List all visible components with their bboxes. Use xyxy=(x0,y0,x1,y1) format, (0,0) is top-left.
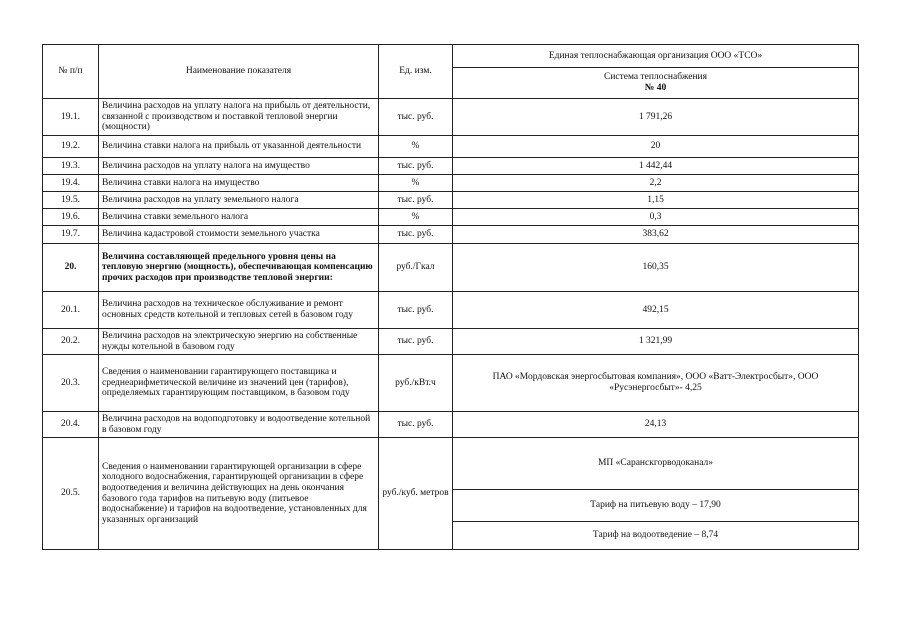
row-num: 20.2. xyxy=(43,329,99,355)
row-value: ПАО «Мордовская энергосбытовая компания», ООО «Ватт-Электросбыт», ООО «Русэнергосбыт»- 4,25 xyxy=(453,355,859,412)
row-name: Величина расходов на уплату налога на прибыль от деятельности, связанной с производством и поставкой тепловой энергии (мощности) xyxy=(99,99,379,136)
row-value-sewage-tariff: Тариф на водоотведение – 8,74 xyxy=(453,522,859,550)
table-row xyxy=(43,438,859,490)
row-name: Величина ставки налога на имущество xyxy=(99,175,379,192)
row-num: 20.1. xyxy=(43,292,99,329)
row-value: 2,2 xyxy=(453,175,859,192)
row-unit: тыс. руб. xyxy=(379,226,453,244)
row-unit: % xyxy=(379,175,453,192)
row-name: Величина расходов на техническое обслуживание и ремонт основных средств котельной и тепловых сетей в базовом году xyxy=(99,292,379,329)
row-value: 492,15 xyxy=(453,292,859,329)
row-name: Величина ставки земельного налога xyxy=(99,209,379,226)
header-system-line2: № 40 xyxy=(644,83,667,93)
row-num: 20.5. xyxy=(43,438,99,550)
table-row xyxy=(43,355,859,412)
table-row xyxy=(43,226,859,244)
row-num: 19.5. xyxy=(43,192,99,209)
header-name: Наименование показателя xyxy=(99,45,379,99)
row-value: 1 791,26 xyxy=(453,99,859,136)
row-value-water-tariff: Тариф на питьевую воду – 17,90 xyxy=(453,490,859,522)
row-value: 160,35 xyxy=(453,244,859,292)
row-value: 383,62 xyxy=(453,226,859,244)
row-name: Величина кадастровой стоимости земельного участка xyxy=(99,226,379,244)
table-row xyxy=(43,244,859,292)
header-system-line1: Система теплоснабжения xyxy=(603,72,708,83)
row-num: 19.6. xyxy=(43,209,99,226)
table-row xyxy=(43,136,859,158)
row-num: 19.4. xyxy=(43,175,99,192)
row-value-org: МП «Саранскгорводоканал» xyxy=(453,438,859,490)
row-name: Величина составляющей предельного уровня цены на тепловую энергию (мощность), обеспечивающая компенсацию прочих расходов при производстве тепловой энергии: xyxy=(99,244,379,292)
row-unit: руб./кВт.ч xyxy=(379,355,453,412)
row-unit: тыс. руб. xyxy=(379,292,453,329)
row-unit: тыс. руб. xyxy=(379,412,453,438)
table-row xyxy=(43,192,859,209)
header-org: Единая теплоснабжающая организация ООО «ТСО» xyxy=(453,45,859,68)
row-unit: % xyxy=(379,209,453,226)
row-unit: тыс. руб. xyxy=(379,192,453,209)
row-value: 20 xyxy=(453,136,859,158)
row-value: 1,15 xyxy=(453,192,859,209)
row-unit: тыс. руб. xyxy=(379,329,453,355)
row-num: 19.2. xyxy=(43,136,99,158)
row-value: 24,13 xyxy=(453,412,859,438)
table-row xyxy=(43,329,859,355)
row-unit: руб./куб. метров xyxy=(379,438,453,550)
row-value: 0,3 xyxy=(453,209,859,226)
table-row xyxy=(43,292,859,329)
row-value: 1 321,99 xyxy=(453,329,859,355)
row-name: Сведения о наименовании гарантирующей организации в сфере холодного водоснабжения, гарантирующей организации в сфере водоотведения и величина действующих на день окончания базового года тарифов на питьевую воду (питьевое водоснабжение) и тарифов на водоотведение, установленных для указанных организаций xyxy=(99,438,379,550)
row-name: Величина расходов на водоподготовку и водоотведение котельной в базовом году xyxy=(99,412,379,438)
header-num: № п/п xyxy=(43,45,99,99)
row-name: Величина ставки налога на прибыль от указанной деятельности xyxy=(99,136,379,158)
header-system xyxy=(453,68,859,99)
table-row xyxy=(43,209,859,226)
row-num: 19.7. xyxy=(43,226,99,244)
table-row xyxy=(43,99,859,136)
header-unit: Ед. изм. xyxy=(379,45,453,99)
row-unit: руб./Гкал xyxy=(379,244,453,292)
row-unit: % xyxy=(379,136,453,158)
row-name: Величина расходов на уплату налога на имущество xyxy=(99,158,379,175)
row-num: 20. xyxy=(43,244,99,292)
row-value: 1 442,44 xyxy=(453,158,859,175)
row-name: Величина расходов на уплату земельного налога xyxy=(99,192,379,209)
row-num: 19.3. xyxy=(43,158,99,175)
row-unit: тыс. руб. xyxy=(379,158,453,175)
row-name: Величина расходов на электрическую энергию на собственные нужды котельной в базовом году xyxy=(99,329,379,355)
indicator-table xyxy=(42,44,859,550)
row-name: Сведения о наименовании гарантирующего поставщика и среднеарифметической величине из значений цен (тарифов), определяемых гарантирующим поставщиком, в базовом году xyxy=(99,355,379,412)
row-num: 20.4. xyxy=(43,412,99,438)
table-row xyxy=(43,158,859,175)
row-unit: тыс. руб. xyxy=(379,99,453,136)
row-num: 19.1. xyxy=(43,99,99,136)
table-row xyxy=(43,412,859,438)
header-row xyxy=(43,45,859,68)
table-row xyxy=(43,175,859,192)
row-num: 20.3. xyxy=(43,355,99,412)
